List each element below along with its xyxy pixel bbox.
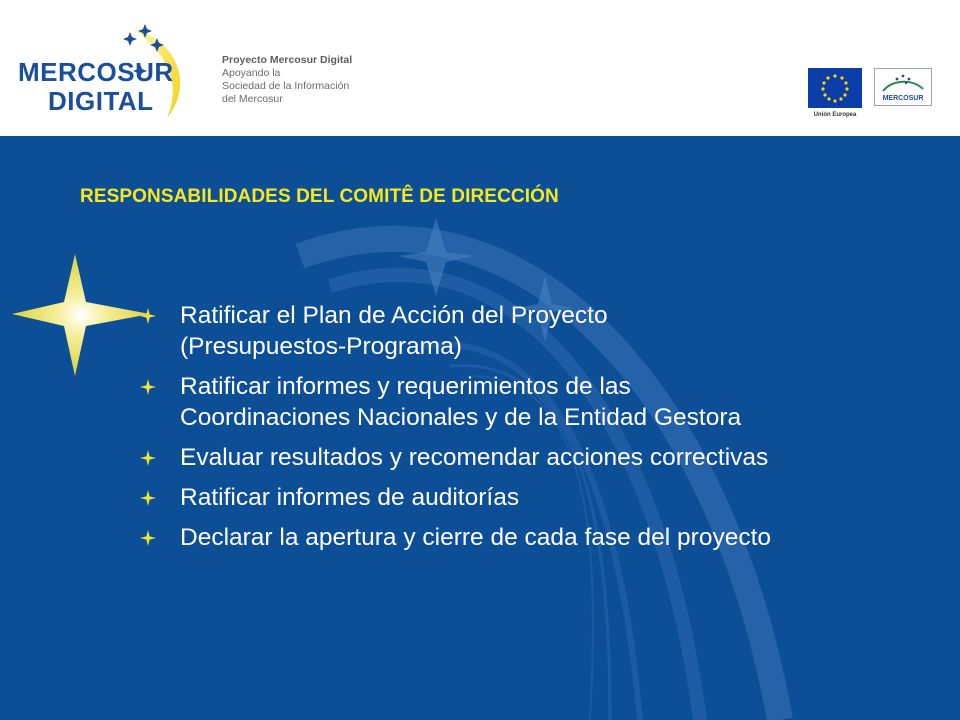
list-item <box>140 482 940 513</box>
tagline-line: Apoyando la <box>222 67 281 79</box>
bullet-list <box>140 300 940 562</box>
four-point-star-icon <box>140 379 156 395</box>
logo-text-mercosur: MERCOSUR <box>18 57 174 87</box>
list-item <box>140 300 940 362</box>
mercosur-label: MERCOSUR <box>882 95 924 102</box>
glow-star <box>12 254 150 376</box>
four-point-star-icon <box>140 530 156 546</box>
list-item <box>140 371 940 433</box>
slide-title: RESPONSABILIDADES DEL COMITÊ DE DIRECCIÓN <box>80 186 559 207</box>
bullet-text: Declarar la apertura y cierre de cada fase del proyecto <box>180 524 772 551</box>
list-item <box>140 442 940 473</box>
tagline-line: Proyecto Mercosur Digital <box>222 54 353 66</box>
mercosur-logo <box>874 68 932 106</box>
logo-text-digital: DIGITAL <box>48 86 154 116</box>
four-point-star-icon <box>140 308 156 324</box>
eu-flag-logo <box>808 68 862 118</box>
bullet-text: Ratificar el Plan de Acción del Proyecto <box>180 302 608 329</box>
four-point-star-icon <box>140 450 156 466</box>
four-point-star-icon <box>140 490 156 506</box>
header-bar <box>0 0 960 136</box>
tagline-line: Sociedad de la Información <box>222 80 350 92</box>
bullet-text: (Presupuestos-Programa) <box>180 333 462 360</box>
bullet-text: Ratificar informes y requerimientos de las <box>180 373 631 400</box>
tagline-line: del Mercosur <box>222 93 283 105</box>
bullet-text: Coordinaciones Nacionales y de la Entidad Gestora <box>180 404 742 431</box>
project-tagline <box>222 54 352 106</box>
bullet-text: Ratificar informes de auditorías <box>180 484 520 511</box>
mercosur-stars-icon <box>875 69 931 105</box>
eu-label: Unión Europea <box>813 112 857 118</box>
bullet-text: Evaluar resultados y recomendar acciones correctivas <box>180 444 769 471</box>
list-item <box>140 522 940 553</box>
